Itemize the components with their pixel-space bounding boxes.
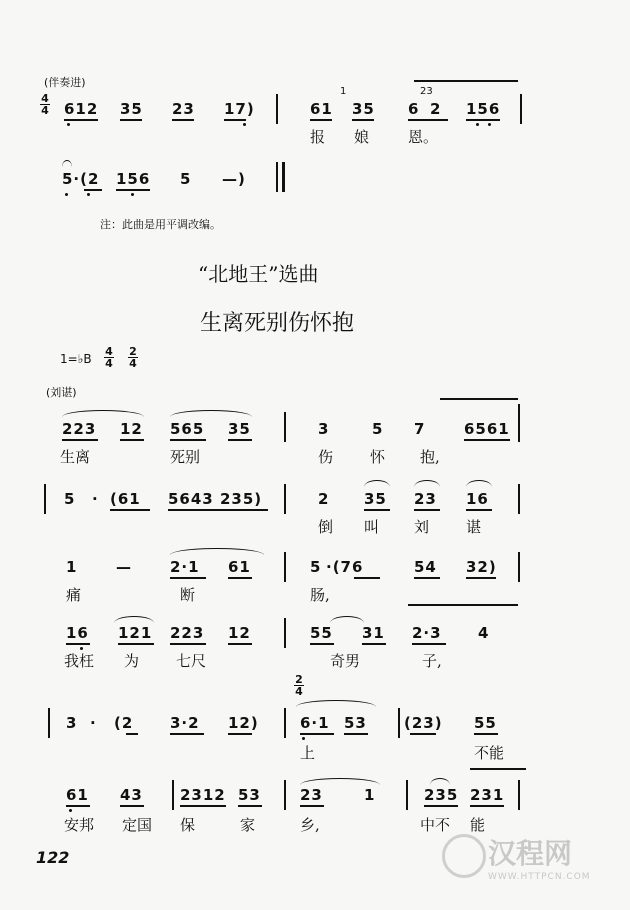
lyric: 定国: [122, 816, 153, 834]
underline: [180, 805, 226, 807]
footnote: 注：此曲是用平调改编。: [100, 218, 221, 231]
underline: [170, 439, 206, 441]
underline: [120, 119, 142, 121]
barline: [520, 94, 522, 124]
note-group: 12: [120, 420, 143, 438]
lyric: 生离: [60, 448, 91, 466]
accompaniment-label: (伴奏进): [44, 76, 86, 89]
note-group: ·(76: [326, 558, 364, 576]
underline: [414, 509, 440, 511]
underline: [120, 805, 144, 807]
note-group: 12): [228, 714, 259, 732]
barline: [276, 94, 278, 124]
note-group: 5: [64, 490, 76, 508]
underline: [474, 733, 498, 735]
slur: [414, 480, 440, 487]
lyric: 谌: [466, 518, 482, 536]
slur: [364, 480, 390, 487]
note-group: 1: [66, 558, 78, 576]
lyric: 家: [240, 816, 256, 834]
note-group: 565: [170, 420, 205, 438]
lyric: 断: [180, 586, 196, 604]
underline: [64, 119, 98, 121]
underline: [238, 805, 262, 807]
note-group: 55: [474, 714, 497, 732]
slur: [430, 778, 450, 785]
time-signature: [294, 674, 304, 697]
note-group: 35: [364, 490, 387, 508]
lyric: 死别: [170, 448, 201, 466]
barline: [284, 484, 286, 514]
lyric: 中不: [420, 816, 451, 834]
note-group: 23: [172, 100, 195, 118]
note-group: 53: [344, 714, 367, 732]
time-signature: [40, 93, 50, 116]
barline: [518, 404, 520, 442]
underline: [362, 643, 386, 645]
note-group: 35: [120, 100, 143, 118]
underline: [116, 189, 150, 191]
underline: [310, 119, 332, 121]
barline: [172, 780, 174, 810]
note-group: 16: [466, 490, 489, 508]
lyric: 痛: [66, 586, 82, 604]
time-sig-denominator: 4: [295, 685, 303, 698]
underline: [470, 805, 504, 807]
barline: [518, 552, 520, 582]
lyric: 恩。: [408, 128, 439, 146]
lyric: 肠,: [310, 586, 330, 604]
note-group: 17): [224, 100, 255, 118]
final-barline-thick: [282, 162, 285, 192]
underline: [466, 509, 492, 511]
note-group: 61: [228, 558, 251, 576]
note-group: 3: [318, 420, 330, 438]
note-group: 35: [352, 100, 375, 118]
barline: [406, 780, 408, 810]
underline: [126, 733, 138, 735]
lyric: 奇男: [330, 652, 361, 670]
grace-note: 1: [340, 86, 347, 97]
octave-dot: [488, 123, 491, 126]
octave-dot: [243, 123, 246, 126]
lyric: 上: [300, 744, 316, 762]
series-title: “北地王”选曲: [198, 262, 319, 286]
time-sig-numerator: 4: [105, 345, 113, 358]
lyric: 怀: [370, 448, 386, 466]
watermark-url: WWW.HTTPCN.COM: [488, 872, 591, 882]
underline: [464, 439, 510, 441]
octave-dot: [302, 737, 305, 740]
time-sig-denominator: 4: [41, 104, 49, 117]
note-group: 54: [414, 558, 437, 576]
note-group: 2312: [180, 786, 226, 804]
note-group: 35: [228, 420, 251, 438]
barline: [518, 780, 520, 810]
note-group: 12: [228, 624, 251, 642]
time-sig-numerator: 2: [295, 673, 303, 686]
note-group: (2: [114, 714, 134, 732]
note-group: 6: [408, 100, 420, 118]
underline: [62, 439, 98, 441]
time-sig-denominator: 4: [105, 357, 113, 370]
octave-dot: [476, 123, 479, 126]
note-group: 5·(2: [62, 170, 100, 188]
note-group: ·: [90, 714, 97, 732]
note-group: 3: [66, 714, 78, 732]
underline: [118, 643, 154, 645]
final-barline: [276, 162, 278, 192]
note-group: 31: [362, 624, 385, 642]
underline: [412, 643, 446, 645]
note-group: —): [222, 170, 246, 188]
time-sig-numerator: 2: [129, 345, 137, 358]
lyric: 保: [180, 816, 196, 834]
slur: [296, 700, 376, 707]
note-group: 4: [478, 624, 490, 642]
underline: [170, 733, 204, 735]
note-group: 43: [120, 786, 143, 804]
lyric: 我枉: [64, 652, 95, 670]
underline: [228, 733, 252, 735]
note-group: 23: [300, 786, 323, 804]
note-group: 61: [66, 786, 89, 804]
note-group: 53: [238, 786, 261, 804]
phrase-line: [440, 398, 518, 400]
lyric: 子,: [422, 652, 442, 670]
slur: [114, 616, 154, 623]
time-sig-numerator: 4: [41, 92, 49, 105]
underline: [168, 509, 268, 511]
note-group: 16: [66, 624, 89, 642]
underline: [120, 439, 144, 441]
note-group: 6·1: [300, 714, 330, 732]
octave-dot: [87, 193, 90, 196]
barline: [48, 708, 50, 738]
role-label: (刘谌): [46, 386, 77, 399]
underline: [110, 509, 150, 511]
lyric: 安邦: [64, 816, 95, 834]
note-group: 2·3: [412, 624, 442, 642]
underline: [414, 577, 440, 579]
barline: [284, 708, 286, 738]
note-group: 5: [372, 420, 384, 438]
note-group: 61: [310, 100, 333, 118]
slur: [300, 778, 380, 785]
barline: [398, 708, 400, 738]
fermata: [62, 160, 72, 167]
barline: [284, 618, 286, 648]
underline: [228, 643, 252, 645]
octave-dot: [67, 123, 70, 126]
slur: [466, 480, 492, 487]
note-group: 2·1: [170, 558, 200, 576]
note-group: 231: [470, 786, 505, 804]
note-group: 156: [116, 170, 151, 188]
phrase-line: [470, 768, 526, 770]
note-group: 3·2: [170, 714, 200, 732]
underline: [84, 189, 102, 191]
barline: [44, 484, 46, 514]
grace-note: 23: [420, 86, 433, 97]
note-group: 2: [430, 100, 442, 118]
underline: [170, 643, 206, 645]
underline: [424, 805, 458, 807]
lyric: 为: [124, 652, 140, 670]
barline: [518, 484, 520, 514]
underline: [354, 577, 380, 579]
phrase-line: [408, 604, 518, 606]
note-group: 612: [64, 100, 99, 118]
underline: [408, 119, 448, 121]
note-group: 235): [220, 490, 263, 508]
note-group: (23): [404, 714, 443, 732]
underline: [410, 733, 436, 735]
barline: [284, 780, 286, 810]
lyric: 叫: [364, 518, 380, 536]
barline: [284, 552, 286, 582]
slur: [62, 410, 144, 417]
underline: [66, 805, 90, 807]
underline: [352, 119, 374, 121]
underline: [172, 119, 194, 121]
underline: [66, 643, 90, 645]
note-group: 55: [310, 624, 333, 642]
underline: [228, 439, 252, 441]
note-group: 156: [466, 100, 501, 118]
lyric: 乡,: [300, 816, 320, 834]
barline: [284, 412, 286, 442]
slur: [170, 410, 252, 417]
underline: [310, 643, 334, 645]
underline: [300, 805, 324, 807]
octave-dot: [69, 809, 72, 812]
page-number: 122: [36, 848, 70, 867]
underline: [364, 509, 390, 511]
watermark-icon: [442, 834, 486, 878]
note-group: 223: [62, 420, 97, 438]
tie-line: [414, 80, 518, 82]
key-signature: 1=♭B: [60, 352, 92, 366]
lyric: 抱,: [420, 448, 440, 466]
lyric: 不能: [474, 744, 505, 762]
note-group: 32): [466, 558, 497, 576]
note-group: 6561: [464, 420, 510, 438]
time-signature: [128, 346, 138, 369]
octave-dot: [65, 193, 68, 196]
slur: [330, 616, 364, 623]
lyric: 倒: [318, 518, 334, 536]
lyric: 能: [470, 816, 486, 834]
note-group: 7: [414, 420, 426, 438]
note-group: 23: [414, 490, 437, 508]
lyric: 刘: [414, 518, 430, 536]
note-group: 5: [180, 170, 192, 188]
note-group: 121: [118, 624, 153, 642]
song-title: 生离死别伤怀抱: [200, 311, 355, 336]
underline: [170, 577, 206, 579]
underline: [344, 733, 368, 735]
underline: [466, 119, 500, 121]
time-signature: [104, 346, 114, 369]
note-group: ·: [92, 490, 99, 508]
underline: [228, 577, 252, 579]
note-group: 5643: [168, 490, 214, 508]
lyric: 报: [310, 128, 326, 146]
underline: [224, 119, 246, 121]
underline: [466, 577, 496, 579]
note-group: —: [116, 558, 132, 576]
note-group: 1: [364, 786, 376, 804]
note-group: 5: [310, 558, 322, 576]
note-group: 235: [424, 786, 459, 804]
lyric: 七尺: [176, 652, 207, 670]
note-group: 2: [318, 490, 330, 508]
time-sig-denominator: 4: [129, 357, 137, 370]
slur: [170, 548, 264, 555]
watermark-logo-text: 汉程网: [488, 837, 573, 870]
note-group: (61: [110, 490, 141, 508]
underline: [300, 733, 334, 735]
note-group: 223: [170, 624, 205, 642]
octave-dot: [131, 193, 134, 196]
lyric: 娘: [354, 128, 370, 146]
lyric: 伤: [318, 448, 334, 466]
